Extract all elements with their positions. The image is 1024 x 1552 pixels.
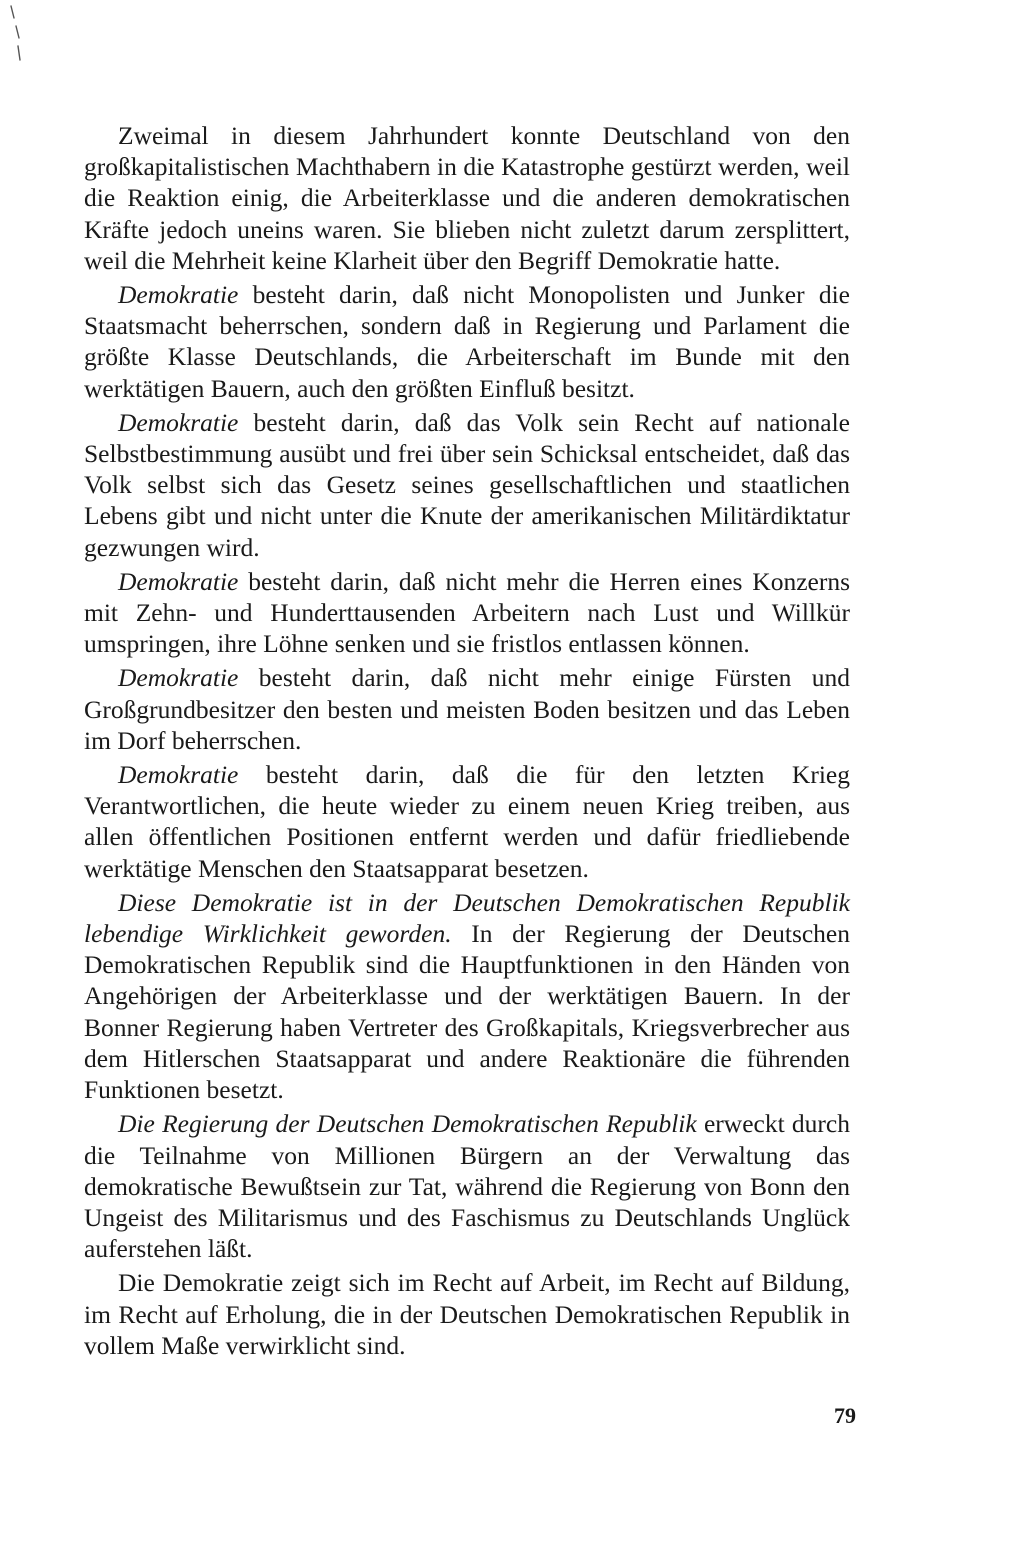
- page-number: 79: [834, 1403, 856, 1428]
- paragraph-2: [84, 279, 850, 404]
- body-text: [84, 120, 850, 1364]
- paragraph-6-text: besteht darin, daß die für den letzten Krieg Verantwortlichen, die heute wieder zu einem neuen Krieg treiben, aus allen öffentlichen Positionen entfernt werden und dafür friedliebende werktätige Menschen den Staatsapparat besetzen.: [84, 760, 850, 883]
- paragraph-1: [84, 120, 850, 276]
- paragraph-2-italic: Demokratie: [118, 280, 239, 310]
- paragraph-4-italic: Demokratie: [118, 566, 239, 596]
- paragraph-9-text: Die Demokratie zeigt sich im Recht auf Arbeit, im Recht auf Bildung, im Recht auf Erholung, die in der Deutschen Demokratischen Republik in vollem Maße verwirklicht sind.: [84, 1268, 850, 1360]
- paragraph-3-italic: Demokratie: [118, 407, 239, 437]
- paragraph-7-italic: Diese Demokratie ist in der Deutschen Demokratischen Republik lebendige Wirklichkeit geworden.: [84, 887, 850, 949]
- paragraph-8-italic: Die Regierung der Deutschen Demokratischen Republik: [118, 1109, 697, 1139]
- paragraph-5-italic: Demokratie: [118, 663, 239, 693]
- paragraph-3-text: besteht darin, daß das Volk sein Recht auf nationale Selbstbestimmung ausübt und frei über sein Schicksal entscheidet, daß das Volk selbst sich das Gesetz seines gesellschaftlichen und staatlichen Lebens gibt und nicht unter die Knute der amerikanischen Militärdiktatur gezwungen wird.: [84, 407, 850, 562]
- paragraph-3: [84, 407, 850, 563]
- paragraph-8: [84, 1108, 850, 1264]
- margin-pencil-mark: [8, 4, 22, 64]
- paragraph-6-italic: Demokratie: [118, 760, 239, 790]
- paragraph-4: [84, 566, 850, 660]
- paragraph-1-text: Zweimal in diesem Jahrhundert konnte Deutschland von den großkapitalistischen Machthabern in die Katastrophe gestürzt werden, weil die Reaktion einig, die Arbeiterklasse und die anderen demokratischen Kräfte jedoch uneins waren. Sie blieben nicht zuletzt darum zersplittert, weil die Mehrheit keine Klarheit über den Begriff Demokratie hatte.: [84, 121, 850, 275]
- paragraph-7-text: In der Regierung der Deutschen Demokratischen Republik sind die Hauptfunktionen in den Händen von Angehörigen der Arbeiterklasse und der werktätigen Bauern. In der Bonner Regierung haben Vertreter des Großkapitals, Kriegsverbrecher aus dem Hitlerschen Staatsapparat und andere Reaktionäre die führenden Funktionen besetzt.: [84, 919, 851, 1105]
- paragraph-5: [84, 662, 850, 756]
- paragraph-2-text: besteht darin, daß nicht Monopolisten und Junker die Staatsmacht beherrschen, sondern daß in Regierung und Parlament die größte Klasse Deutschlands, die Arbeiterschaft im Bunde mit den werktätigen Bauern, auch den größten Einfluß besitzt.: [84, 280, 850, 403]
- paragraph-5-text: besteht darin, daß nicht mehr einige Fürsten und Großgrundbesitzer den besten und meisten Boden besitzen und das Leben im Dorf beherrschen.: [84, 663, 850, 755]
- paragraph-4-text: besteht darin, daß nicht mehr die Herren eines Konzerns mit Zehn- und Hunderttausenden Arbeitern nach Lust und Willkür umspringen, ihre Löhne senken und sie fristlos entlassen können.: [84, 566, 850, 659]
- paragraph-8-text: erweckt durch die Teilnahme von Millionen Bürgern an der Verwaltung das demokratische Bewußtsein zur Tat, während die Regierung von Bonn den Ungeist des Militarismus und des Faschismus zu Deutschlands Unglück auferstehen läßt.: [84, 1109, 850, 1264]
- paragraph-6: [84, 759, 850, 884]
- paragraph-7: [84, 887, 850, 1105]
- paragraph-9: [84, 1267, 850, 1361]
